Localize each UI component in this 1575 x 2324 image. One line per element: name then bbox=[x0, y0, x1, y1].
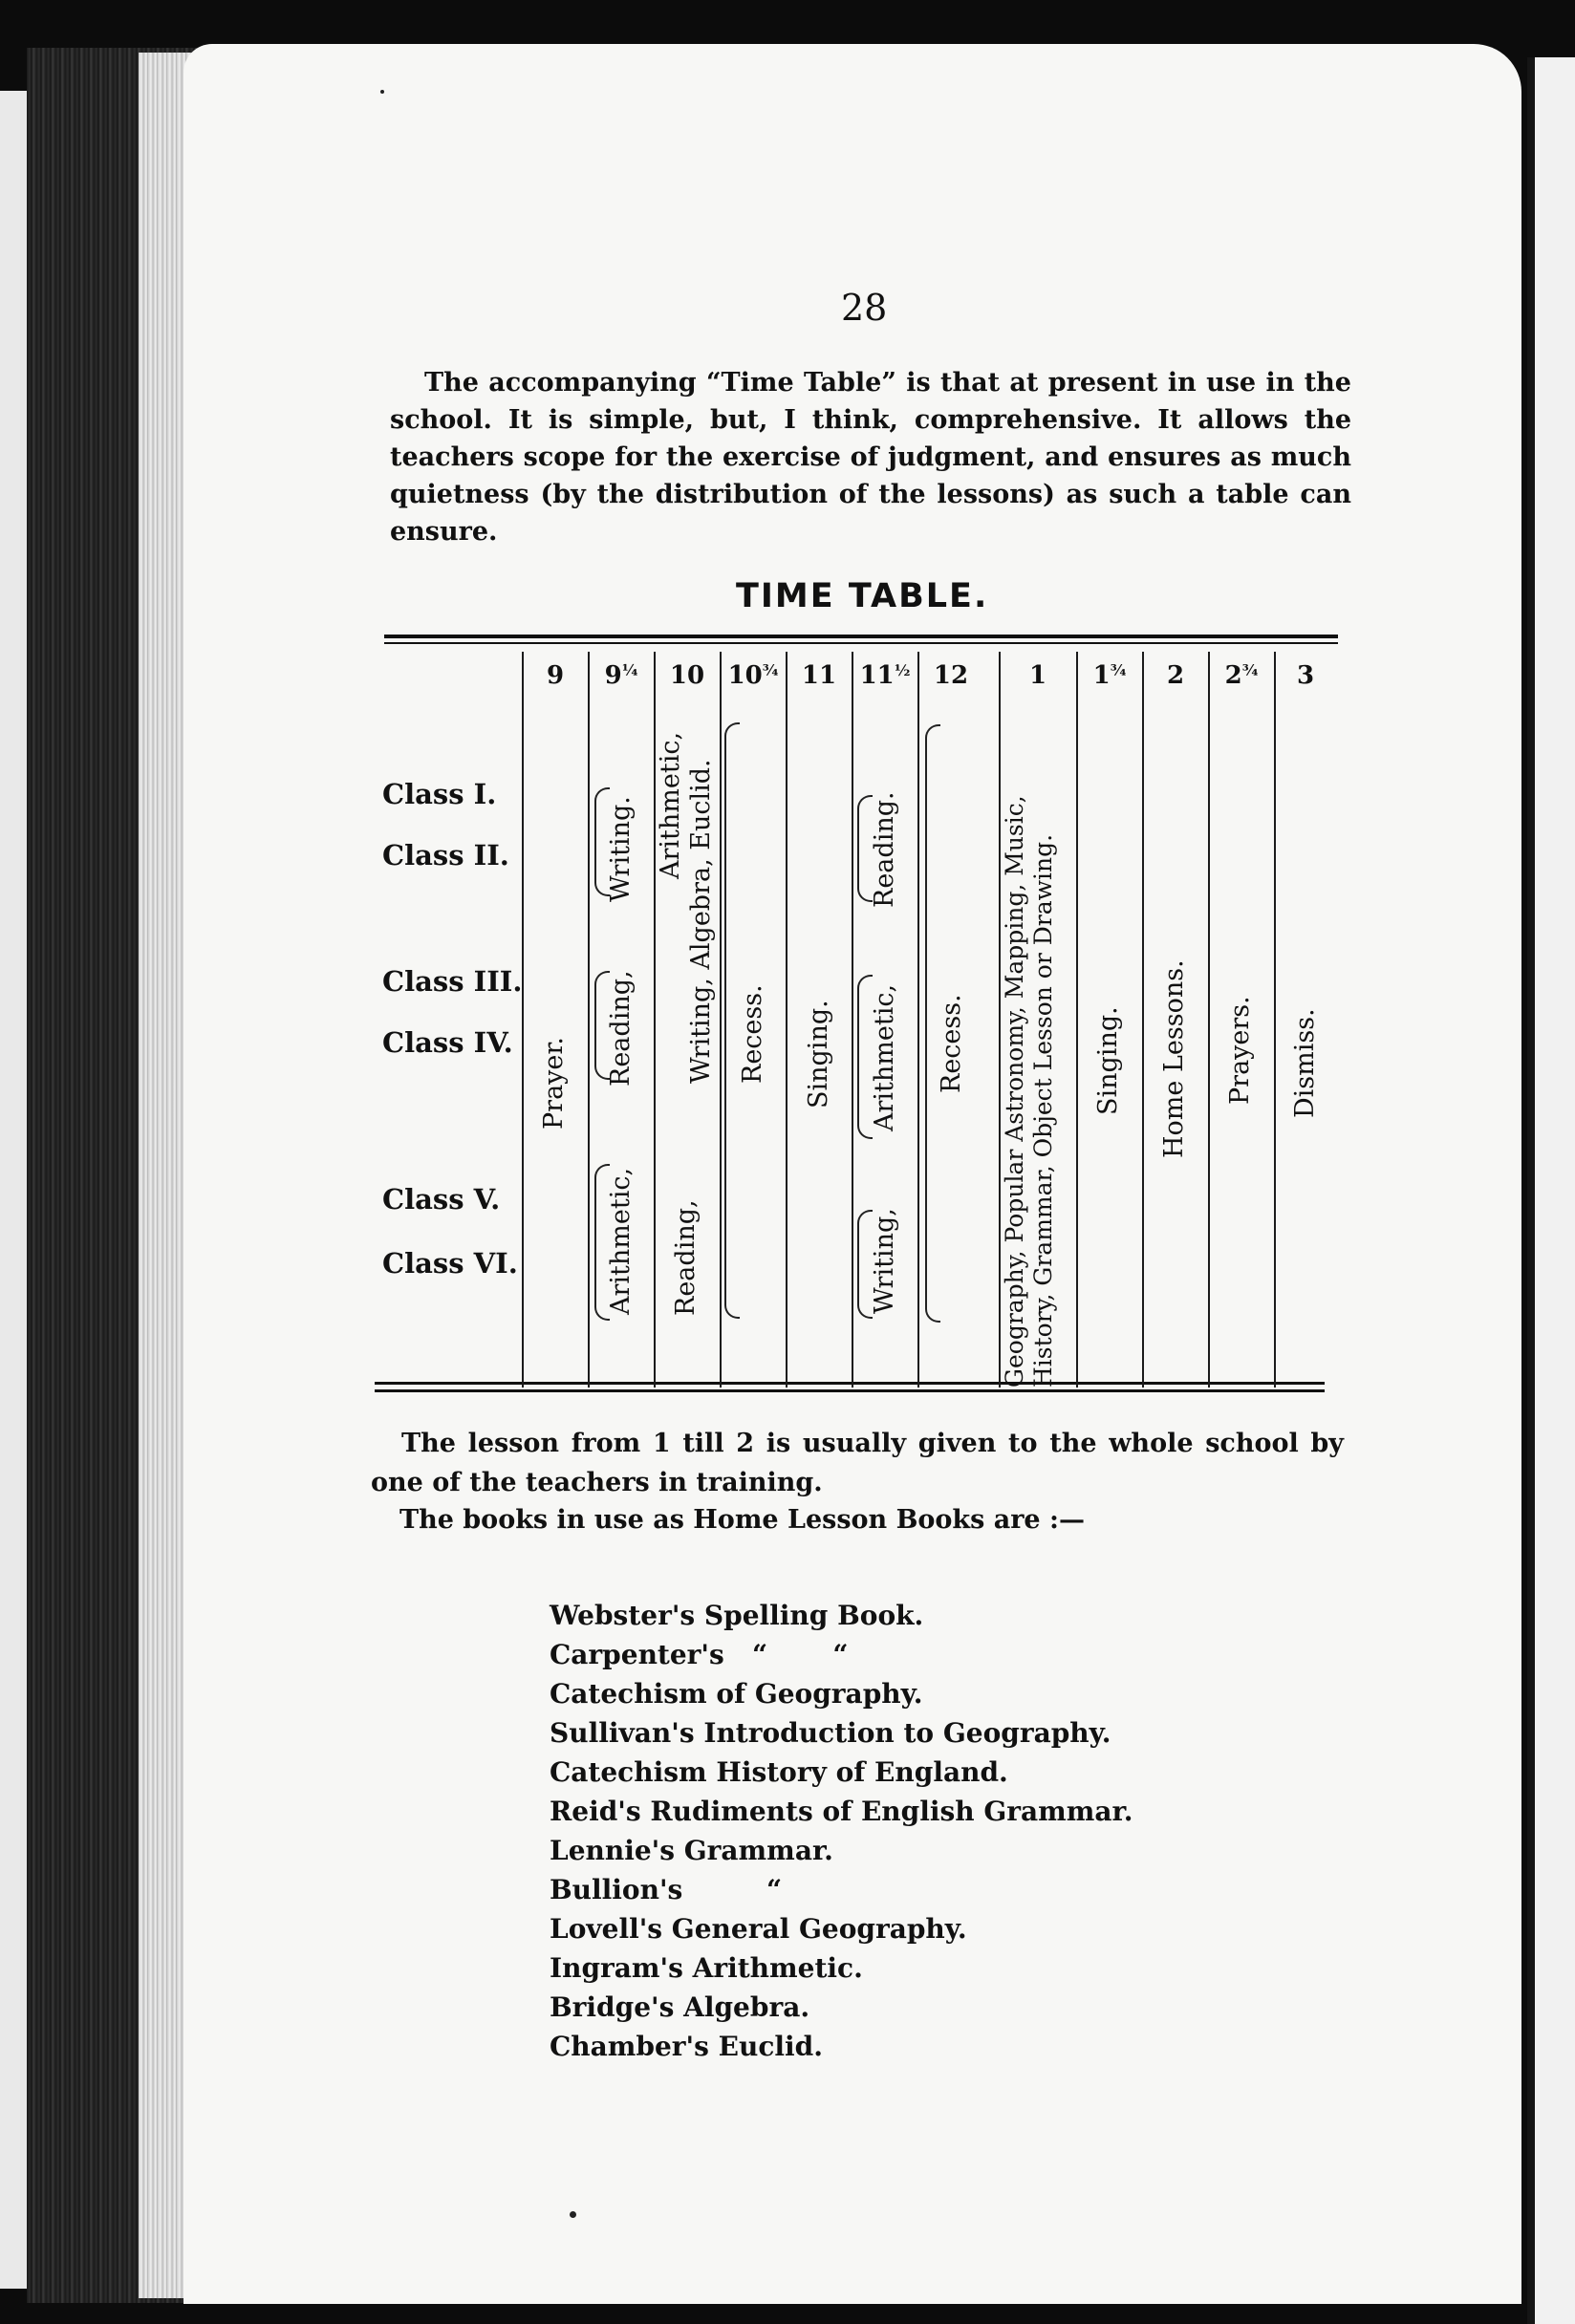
hour-whole: 12 bbox=[933, 661, 969, 690]
table-top-rule bbox=[384, 635, 1338, 638]
hour-header bbox=[1143, 661, 1208, 690]
hour-whole: 2 bbox=[1166, 661, 1185, 690]
hour-whole: 9 bbox=[604, 661, 622, 690]
list-item: Bridge's Algebra. bbox=[550, 1991, 810, 2023]
hour-whole: 1 bbox=[1092, 661, 1111, 690]
cell-home-lessons: Home Lessons. bbox=[1159, 959, 1189, 1158]
hour-header bbox=[589, 661, 654, 690]
list-item: Ingram's Arithmetic. bbox=[550, 1952, 863, 1984]
hour-header bbox=[523, 661, 588, 690]
cell-general-lesson-line2: History, Grammar, Object Lesson or Drawing. bbox=[1029, 833, 1057, 1388]
list-item: Lennie's Grammar. bbox=[550, 1835, 833, 1866]
table-top-rule-thin bbox=[384, 642, 1338, 644]
hour-header bbox=[655, 661, 720, 690]
cell-recess-morning: Recess. bbox=[738, 984, 767, 1084]
ink-speck bbox=[380, 90, 384, 94]
list-item: Webster's Spelling Book. bbox=[550, 1600, 924, 1631]
brace-reading-midday bbox=[857, 795, 873, 902]
cell-writing-morning: Writing. bbox=[606, 796, 636, 902]
list-item: Carpenter's “ “ bbox=[550, 1639, 849, 1670]
class-label-iii: Class III. bbox=[382, 965, 523, 998]
time-table-title: TIME TABLE. bbox=[736, 577, 989, 615]
list-item: Lovell's General Geography. bbox=[550, 1913, 967, 1945]
list-item: Chamber's Euclid. bbox=[550, 2031, 823, 2062]
hour-header bbox=[1209, 661, 1274, 690]
cell-singing-morning: Singing. bbox=[804, 1000, 833, 1108]
hour-fraction: ¾ bbox=[762, 661, 779, 679]
hour-fraction: ½ bbox=[894, 661, 911, 679]
hour-header bbox=[787, 661, 852, 690]
background-strip-left bbox=[0, 91, 29, 2289]
cell-dismiss: Dismiss. bbox=[1290, 1008, 1320, 1118]
list-item: Bullion's “ bbox=[550, 1874, 783, 1905]
lesson-note: The lesson from 1 till 2 is usually given to the whole school by one of the teachers in training. bbox=[371, 1429, 1344, 1497]
hour-whole: 9 bbox=[546, 661, 565, 690]
cell-writing-algebra-euclid: Writing, Algebra, Euclid. bbox=[686, 759, 716, 1084]
hour-whole: 3 bbox=[1296, 661, 1315, 690]
cell-reading-morning: Reading, bbox=[606, 970, 636, 1087]
column-divider bbox=[917, 652, 919, 1388]
hour-fraction: ¾ bbox=[1110, 661, 1127, 679]
brace-writing bbox=[594, 787, 610, 896]
column-divider bbox=[1076, 652, 1078, 1388]
column-divider bbox=[852, 652, 853, 1388]
hour-whole: 1 bbox=[1028, 661, 1047, 690]
hour-header bbox=[1273, 661, 1338, 690]
class-label-v: Class V. bbox=[382, 1183, 501, 1216]
cell-prayer: Prayer. bbox=[539, 1037, 569, 1130]
hour-header bbox=[852, 661, 917, 690]
background-strip-right bbox=[1527, 57, 1575, 2324]
column-divider bbox=[522, 652, 524, 1388]
cell-arithmetic-morning: Arithmetic, bbox=[606, 1167, 636, 1315]
brace-writing-midday bbox=[857, 1210, 873, 1319]
column-divider bbox=[1142, 652, 1144, 1388]
table-bottom-rule-thin bbox=[375, 1389, 1325, 1392]
column-divider bbox=[786, 652, 788, 1388]
books-intro: The books in use as Home Lesson Books are :— bbox=[399, 1505, 1085, 1535]
page-number: 28 bbox=[841, 287, 888, 329]
brace-arithmetic bbox=[594, 1164, 610, 1321]
hour-fraction: ¾ bbox=[1241, 661, 1259, 679]
class-label-i: Class I. bbox=[382, 778, 497, 810]
brace-reading bbox=[594, 971, 610, 1080]
cell-arithmetic-algebra-euclid: Arithmetic, bbox=[656, 731, 685, 879]
cell-recess-noon: Recess. bbox=[937, 994, 966, 1093]
books-list bbox=[550, 1596, 1133, 2066]
hour-fraction: ¼ bbox=[621, 661, 638, 679]
brace-recess-morning bbox=[724, 722, 740, 1319]
hour-header bbox=[1005, 661, 1070, 690]
cell-writing-midday: Writing, bbox=[870, 1208, 899, 1314]
class-label-ii: Class II. bbox=[382, 839, 509, 872]
hour-whole: 10 bbox=[727, 661, 763, 690]
hour-whole: 11 bbox=[801, 661, 837, 690]
column-divider bbox=[1208, 652, 1210, 1388]
class-label-vi: Class VI. bbox=[382, 1247, 518, 1280]
cell-singing-afternoon: Singing. bbox=[1093, 1006, 1123, 1115]
column-divider bbox=[1274, 652, 1276, 1388]
list-item: Catechism of Geography. bbox=[550, 1678, 923, 1710]
column-divider bbox=[588, 652, 590, 1388]
hour-header bbox=[918, 661, 983, 690]
cell-reading-ten: Reading, bbox=[671, 1199, 701, 1316]
ink-speck bbox=[570, 2211, 576, 2218]
cell-general-lesson-line1: Geography, Popular Astronomy, Mapping, Music, bbox=[1001, 795, 1028, 1388]
list-item: Catechism History of England. bbox=[550, 1756, 1008, 1788]
time-table bbox=[382, 652, 1338, 1388]
brace-recess-noon bbox=[925, 724, 940, 1323]
intro-paragraph: The accompanying “Time Table” is that at present in use in the school. It is simple, but, I think, comprehensive. It allows the teachers scope for the exercise of judgment, and ensures as much quietness (by the distribution of the lessons) as such a table can ensure. bbox=[390, 368, 1351, 547]
hour-header bbox=[721, 661, 786, 690]
hour-whole: 2 bbox=[1224, 661, 1242, 690]
column-divider bbox=[720, 652, 722, 1388]
class-label-iv: Class IV. bbox=[382, 1026, 513, 1059]
list-item: Sullivan's Introduction to Geography. bbox=[550, 1717, 1111, 1749]
hour-header bbox=[1077, 661, 1142, 690]
hour-whole: 10 bbox=[669, 661, 705, 690]
cell-arithmetic-midday: Arithmetic, bbox=[870, 983, 899, 1131]
brace-arithmetic-midday bbox=[857, 975, 873, 1139]
cell-reading-midday: Reading. bbox=[870, 791, 899, 908]
cell-prayers: Prayers. bbox=[1225, 996, 1255, 1105]
list-item: Reid's Rudiments of English Grammar. bbox=[550, 1796, 1133, 1827]
hour-whole: 11 bbox=[859, 661, 895, 690]
